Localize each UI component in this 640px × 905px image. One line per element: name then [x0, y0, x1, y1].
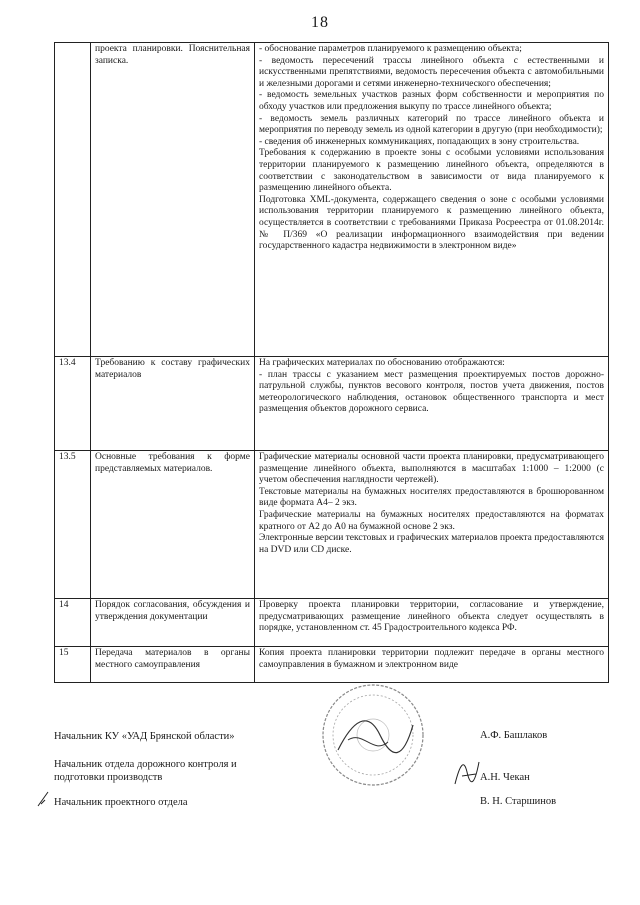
requirements-table [54, 42, 609, 683]
row-title: Передача материалов в органы местного самоуправления [91, 647, 255, 683]
description-paragraph: На графических материалах по обоснованию отображаются: [259, 358, 505, 368]
row-number: 14 [55, 599, 91, 647]
row-number: 13.5 [55, 451, 91, 599]
table-row [55, 647, 609, 683]
description-paragraph: Текстовые материалы на бумажных носителях предоставляются в брошюрованном виде формата А4– 2 экз. [259, 486, 604, 509]
row-description [255, 43, 609, 357]
signatory-position: Начальник КУ «УАД Брянской области» [54, 731, 235, 742]
signatory-name: А.Ф. Башлаков [480, 730, 548, 741]
description-paragraph: - ведомость пересечений трассы линейного объекта с естественными и искусственными препятствиями, ведомость пересечения объекта с автомобильными и железными дорогами и сетями инженерно-технического обеспечения; [259, 55, 604, 89]
description-paragraph: - сведения об инженерных коммуникациях, попадающих в зону строительства. [259, 136, 580, 147]
row-description [255, 357, 609, 451]
row-description [255, 647, 609, 683]
description-paragraph: Графические материалы основной части проекта планировки, предусматривающего размещение линейного объекта, выполняются в масштабах 1:1000 – 1:2000 (с учетом обеспечения наглядности чертежей). [259, 452, 604, 486]
row-number: 13.4 [55, 357, 91, 451]
row-title: проекта планировки. Пояснительная записка. [91, 43, 255, 357]
row-description [255, 451, 609, 599]
signature-scribble [36, 790, 50, 808]
signatory-position: Начальник отдела дорожного контроля и подготовки производств [54, 759, 237, 783]
description-paragraph: Требования к содержанию в проекте зоны с особыми условиями использования территории планируемого к размещению линейного объекта, определяются в соответствии с законодательством в зависимости от вида планируемого к размещению линейного объекта. [259, 148, 604, 194]
description-paragraph: Копия проекта планировки территории подлежит передаче в органы местного самоуправления в бумажном и электронном виде [259, 648, 604, 670]
row-title: Требованию к составу графических материалов [91, 357, 255, 451]
row-number: 15 [55, 647, 91, 683]
description-paragraph: Подготовка XML-документа, содержащего сведения о зоне с особыми условиями использования территории планируемого к размещению линейного объекта, осуществляется в соответствии с требованиями Приказа Росреестра от 01.08.2014г. № П/369 «О реализации информационного взаимодействия при ведении государственного кадастра недвижимости в электронном виде» [259, 194, 604, 252]
signature-scribble [452, 754, 482, 790]
table-row [55, 599, 609, 647]
description-paragraph: Графические материалы на бумажных носителях предоставляются на форматах кратного от А2 до А0 на бумажной основе 2 экз. [259, 509, 604, 532]
description-paragraph: - ведомость земель различных категорий по трассе линейного объекта и мероприятия по переводу земель из одной категории в другую (при необходимости); [259, 113, 604, 136]
signatory-position: Начальник проектного отдела [54, 797, 188, 808]
official-stamp [318, 680, 428, 790]
page-number: 18 [311, 14, 329, 31]
row-title: Основные требования к форме представляемых материалов. [91, 451, 255, 599]
description-paragraph: Электронные версии текстовых и графических материалов проекта предоставляются на DVD или CD диске. [259, 533, 605, 555]
table-row [55, 451, 609, 599]
row-number [55, 43, 91, 357]
description-paragraph: Проверку проекта планировки территории, согласование и утверждение, предусматривающих размещение линейного объекта следует осуществлять в порядке, установленном ст. 45 Градостроительного кодекса РФ. [259, 600, 604, 634]
table-row [55, 43, 609, 357]
description-paragraph: - ведомость земельных участков разных форм собственности и мероприятия по обходу участков или предложения выкупу по трассе линейного объекта; [259, 90, 604, 112]
description-paragraph: - план трассы с указанием мест размещения проектируемых постов дорожно-патрульной службы, пунктов весового контроля, постов учета движения, постов метеорологического наблюдения, остановок общественного транспорта и мест размещения объектов дорожного сервиса. [259, 369, 604, 415]
description-paragraph: - обоснование параметров планируемого к размещению объекта; [259, 44, 522, 54]
row-title: Порядок согласования, обсуждения и утверждения документации [91, 599, 255, 647]
signatory-name: А.Н. Чекан [480, 772, 530, 783]
table-row [55, 357, 609, 451]
row-description [255, 599, 609, 647]
signatory-name: В. Н. Старшинов [480, 796, 557, 807]
